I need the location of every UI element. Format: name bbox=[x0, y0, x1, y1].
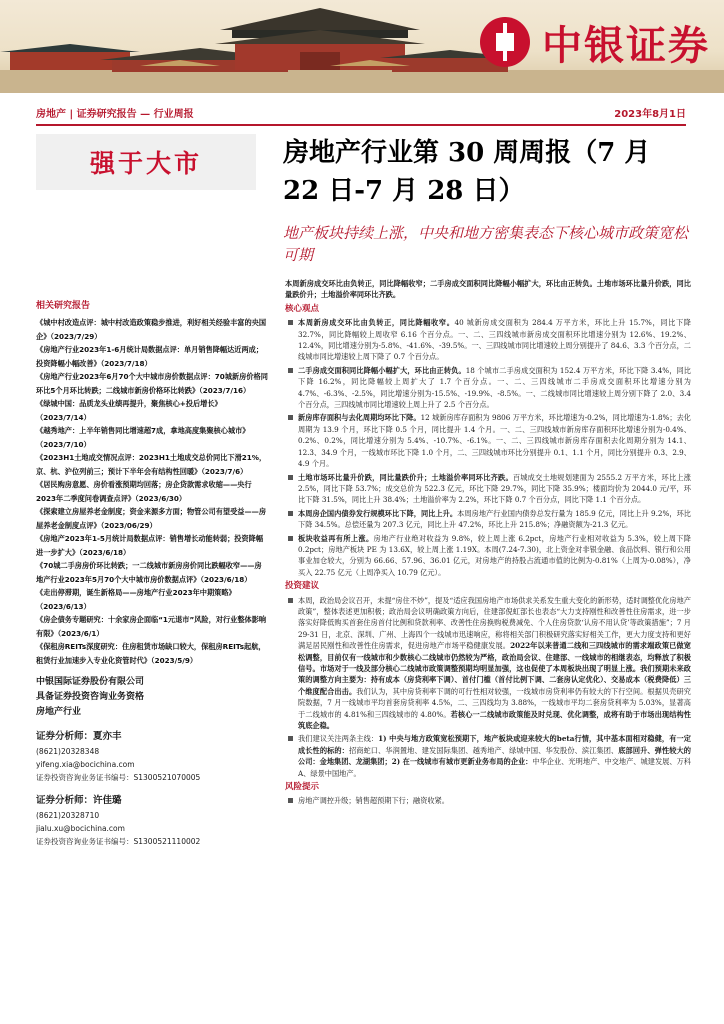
analyst-card bbox=[36, 728, 268, 784]
report-subheader bbox=[36, 101, 686, 123]
analyst-phone: (8621)20328348 bbox=[36, 747, 100, 756]
bullet-lead: 土地市场环比量升价跌，同比量跌价升；土地溢价率同环比齐跌。 bbox=[298, 472, 513, 482]
company-name: 中银国际证券股份有限公司 bbox=[36, 677, 145, 687]
recommend-text: 招商蛇口、华润置地、建发国际集团、越秀地产、绿城中国、华发股份、滨江集团、 bbox=[348, 745, 619, 755]
recommend-text: 中华企业、光明地产、中交地产、城建发展、万科A、绿景中国地产。 bbox=[298, 757, 691, 778]
analyst-card bbox=[36, 792, 268, 848]
analyst-license: 证券投资咨询业务证书编号：S1300521070005 bbox=[36, 773, 201, 782]
analyst-name: 证券分析师：夏亦丰 bbox=[36, 731, 122, 742]
bullet-body: 百城成交土地规划建面为 2555.2 万平方米，环比上涨 2.5%，同比下降 53.7%；成交总价为 522.3 亿元，环比下降 29.7%，同比下降 35.9%；楼面均价为 2044.0 元/平，环比下降 31.5%，同比上升 38.4%；土地溢价率为 2.2%，环比下降 0.7 个百分点，同比下降 1.1 个百分点。 bbox=[298, 472, 691, 505]
core-bullet bbox=[285, 365, 691, 411]
coverage-sector: 房地产行业 bbox=[36, 707, 82, 717]
related-report-link[interactable]: 《走出停滞期，诞生新格局——房地产行业2023年中期策略》（2023/6/13） bbox=[36, 588, 236, 611]
core-views-heading: 核心观点 bbox=[285, 303, 320, 314]
risk-text: 房地产调控升级；销售超预期下行；融资收紧。 bbox=[298, 796, 449, 806]
related-report-link[interactable]: 《房地产2023年1-5月统计局数据点评：销售增长动能转弱；投资降幅进一步扩大》（2023/6/18） bbox=[36, 534, 264, 557]
logo-text: 中银证券 bbox=[542, 22, 710, 69]
invest-bold-text: 若核心一二线城市政策能及时兑现、优化调整，成将有助于市场出现结构性筑底企稳。 bbox=[298, 709, 691, 731]
core-bullet bbox=[285, 472, 691, 506]
rating-label: 强于大市 bbox=[89, 149, 202, 178]
company-license: 具备证券投资咨询业务资格 bbox=[36, 692, 145, 702]
analyst-email[interactable]: jialu.xu@bocichina.com bbox=[36, 824, 125, 833]
analyst-name: 证券分析师：许佳璐 bbox=[36, 795, 122, 806]
related-report-link[interactable]: 《探索建立房屋养老金制度；资金来源多方面；物管公司有望受益——房屋养老金制度点评》（2023/06/29） bbox=[36, 507, 267, 530]
analyst-phone: (8621)20328710 bbox=[36, 811, 100, 820]
bullet-body: 18 个城市二手房成交面积为 152.4 万平方米，环比下降 3.4%，同比下降 16.2%，同比降幅较上周扩大了 1.7 个百分点。一、二、三四线城市二手房成交面积环比增速分别为 4.7%、-6.3%、-2.5%，同比增速分别为-15.5%、-19.9%、-8.5%。一、二线城市同比增速较上周分别下降了 2.0、3.4 个百分点，三四线城市同比增速较上周上升了 2.5 个百分点。 bbox=[298, 365, 691, 410]
bullet-body: 12 城新房库存面积为 9806 万平方米，环比增速为-0.2%，同比增速为-1.8%；去化周期为 13.9 个月，环比下降 0.5 个月，同比提升 1.4 个月。一、二、三四线城市新房库存面积环比增速分别为-0.4%、0.2%、0.2%，同比增速分别为 5.4%、-10.7%、-6.1%。一、二、三四线城市新房库存面积去化周期分别为 14.1、12.3、34.9 个月，一线城市环比下降 1.0 个月，二、三四线城市环比分别提升 0.1、1.1 个月，同比分别提升 0.3、2.9、4.9 个月。 bbox=[298, 413, 691, 469]
report-date: 2023年8月1日 bbox=[614, 108, 686, 120]
sidebar bbox=[36, 298, 268, 848]
analyst-email[interactable]: yifeng.xia@bocichina.com bbox=[36, 760, 135, 769]
bullet-body: 40 城新房成交面积为 284.4 万平方米，环比上升 15.7%，同比下降 32.7%，同比降幅较上周收窄 6.16 个百分点。一、二、三四线城市新房成交面积环比增速分别为 12.6%、19.2%、12.4%，同比增速分别为-5.8%、-41.6%、-39.5%。一、三四线城市同比增速较上周分别提升了 84.6、3.3 个百分点，二线城市同比增速较上周下降了 0.7 个百分点。 bbox=[298, 318, 691, 362]
related-report-link[interactable]: 《绿城中国：品质龙头业绩再提升，聚焦核心+投后增长》（2023/7/14） bbox=[36, 399, 222, 422]
bullet-lead: 二手房成交面积同比降幅小幅扩大，环比由正转负。 bbox=[298, 365, 466, 375]
recommendation-bullet bbox=[285, 733, 691, 779]
related-report-link[interactable]: 《越秀地产：上半年销售同比增速超7成，拿地高度集聚核心城市》（2023/7/10） bbox=[36, 426, 250, 449]
header-divider bbox=[36, 124, 686, 126]
breadcrumb: 房地产 | 证券研究报告 — 行业周报 bbox=[36, 108, 194, 120]
recommend-text: 底部回升、弹性较大的公司：金地集团、龙湖集团；2) 在一线城市有城市更新业务布局的企业： bbox=[298, 745, 691, 767]
core-bullet bbox=[285, 412, 691, 469]
analyst-license: 证券投资咨询业务证书编号：S1300521110002 bbox=[36, 837, 201, 846]
bullet-body: 本周房地产行业国内债券总发行量为 185.9 亿元，同比上升 9.2%，环比下降 34.5%。总偿还量为 207.3 亿元，同比上升 47.2%，环比上升 215.8%；净融资额为-21.3 亿元。 bbox=[298, 508, 691, 530]
recommend-lead: 我们建议关注两条主线： bbox=[298, 734, 379, 744]
logo bbox=[480, 10, 710, 74]
core-bullet bbox=[285, 317, 691, 363]
bullet-lead: 本周新房成交环比由负转正，同比降幅收窄。 bbox=[298, 318, 455, 328]
invest-bold-text: 2022年以来普通二线和三四线城市的需求端政策已做宽松调整，目前仅有一线城市和少数核心二线城市仍然较为严格，政治局会议、住建部、一线城市的相继表态，均释放了积极信号。市场对于一线及部分核心二线城市政策调整预期均明显加强，这也促使了本周板块出现了明显上涨。我们预期未来政策的调整方向主要为：持有成本（房贷利率下调）、首付门槛（首付比例下调、二套房认定优化）、交易成本（税费降低）三个维度配合出击。 bbox=[298, 641, 691, 696]
risk-bullet bbox=[285, 795, 691, 806]
report-subtitle: 地产板块持续上涨，中央和地方密集表态下核心城市政策宽松可期 bbox=[283, 224, 689, 264]
report-body bbox=[285, 278, 691, 809]
bullet-body: 房地产行业绝对收益为 9.8%，较上周上涨 6.2pct，房地产行业相对收益为 5.3%，较上周下降 0.2pct；房地产板块 PE 为 13.6X，较上周上涨 1.19X。本周(7.24-7.30)，北上资金对非银金融、食品饮料、银行和公用事业加仓较大，分别为 66.66、57.96、36.01 亿元，对房地产的持股占流通市值的比例为-0.81%（上周为-0.08%），净买入 22.75 亿元（上周净买入 10.79 亿元）。 bbox=[298, 533, 691, 577]
core-bullet bbox=[285, 508, 691, 531]
related-report-link[interactable]: 《房企债务专题研究：十余家房企面临“1元退市”风险，对行业整体影响有限》（2023/6/1） bbox=[36, 615, 267, 638]
header-banner bbox=[0, 0, 724, 93]
bullet-lead: 板块收益再有所上涨。 bbox=[298, 533, 374, 543]
related-report-link[interactable]: 《2023H1土地成交情况点评：2023H1土地成交总价同比下滑21%，京、杭、沪位列前三；预计下半年会有结构性回暖》（2023/7/6） bbox=[36, 453, 267, 476]
report-title: 房地产行业第 30 周周报（7 月 22 日-7 月 28 日） bbox=[283, 138, 651, 206]
related-reports-list bbox=[36, 316, 268, 667]
invest-text: 本周，政治局会议召开，未提“房住不炒”，提及“适应我国房地产市场供求关系发生重大变化的新形势，适时调整优化房地产政策”，整体表述更加积极；政治局会议明确政策方向后，住建部倪虹部长也表态“大力支持刚性和改善性住房需求，进一步落实好降低购买首套住房首付比例和贷款利率、改善性住房换购税费减免、个人住房贷款‘认房不用认贷’等政策措施”；7 月 29-31 日，北京、深圳、广州、上海四个一线城市迅速响应，称将相关部门积极研究落实好相关工作，更大力度支持和更好满足居民刚性和改善性住房需求，促进房地产市场平稳健康发展。 bbox=[298, 595, 691, 651]
risk-heading: 风险提示 bbox=[285, 782, 320, 793]
summary-paragraph: 本周新房成交环比由负转正，同比降幅收窄；二手房成交面积同比降幅小幅扩大，环比由正转负。土地市场环比量升价跌，同比量跌价升；土地溢价率同环比齐跌。 bbox=[285, 279, 691, 300]
related-report-link[interactable]: 《房地产行业2023年6月70个大中城市房价数据点评：70城新房价格同环比5个月环比转跌；二线城市新房价格环比转跌》（2023/7/16） bbox=[36, 372, 268, 395]
rating-box bbox=[36, 134, 256, 190]
related-report-link[interactable]: 《居民购房意愿、房价看涨预期均回落；房企贷款需求收缩——央行2023年二季度问卷调查点评》（2023/6/30） bbox=[36, 480, 252, 503]
invest-text: 我们认为，其中房贷利率下调的可行性相对较强，一线城市房贷利率仍有较大的下行空间。根据贝壳研究院数据，7 月一线城市平均首套房贷利率 4.5%，二、三四线均为 3.88%，一线城市平均二套房贷利率为 5.03%，显著高于二线城市的 4.81%和三四线城市的 4.80%。 bbox=[298, 686, 691, 719]
related-report-link[interactable]: 《城中村改造点评：城中村改造政策稳步推进，利好相关经验丰富的央国企》（2023/7/29） bbox=[36, 318, 267, 341]
bullet-lead: 新房库存面积与去化周期均环比下降。 bbox=[298, 413, 421, 423]
investment-advice-heading: 投资建议 bbox=[285, 581, 320, 592]
recommend-text: 1) 中央与地方政策宽松预期下，地产板块或迎来较大的beta行情，其中基本面相对稳健，有一定成长性的标的： bbox=[298, 734, 691, 755]
bullet-lead: 本周房企国内债券发行规模环比下降，同比上升。 bbox=[298, 508, 458, 518]
company-info bbox=[36, 675, 268, 720]
related-report-link[interactable]: 《房地产行业2023年1-6月统计局数据点评：单月销售降幅达近两成；投资降幅小幅改善》（2023/7/18） bbox=[36, 345, 264, 368]
related-report-link[interactable]: 《70城二手房房价环比转跌；一二线城市新房房价同比跌幅收窄——房地产行业2023年5月70个大中城市房价数据点评》（2023/6/18） bbox=[36, 561, 262, 584]
related-report-link[interactable]: 《保租房REITs深度研究：住房租赁市场缺口较大，保租房REITs起航，租赁行业加速步入专业化资管时代》（2023/5/9） bbox=[36, 642, 266, 665]
related-reports-heading: 相关研究报告 bbox=[36, 301, 91, 311]
boc-logo-icon bbox=[480, 17, 530, 67]
investment-bullet bbox=[285, 595, 691, 732]
core-bullet bbox=[285, 533, 691, 579]
